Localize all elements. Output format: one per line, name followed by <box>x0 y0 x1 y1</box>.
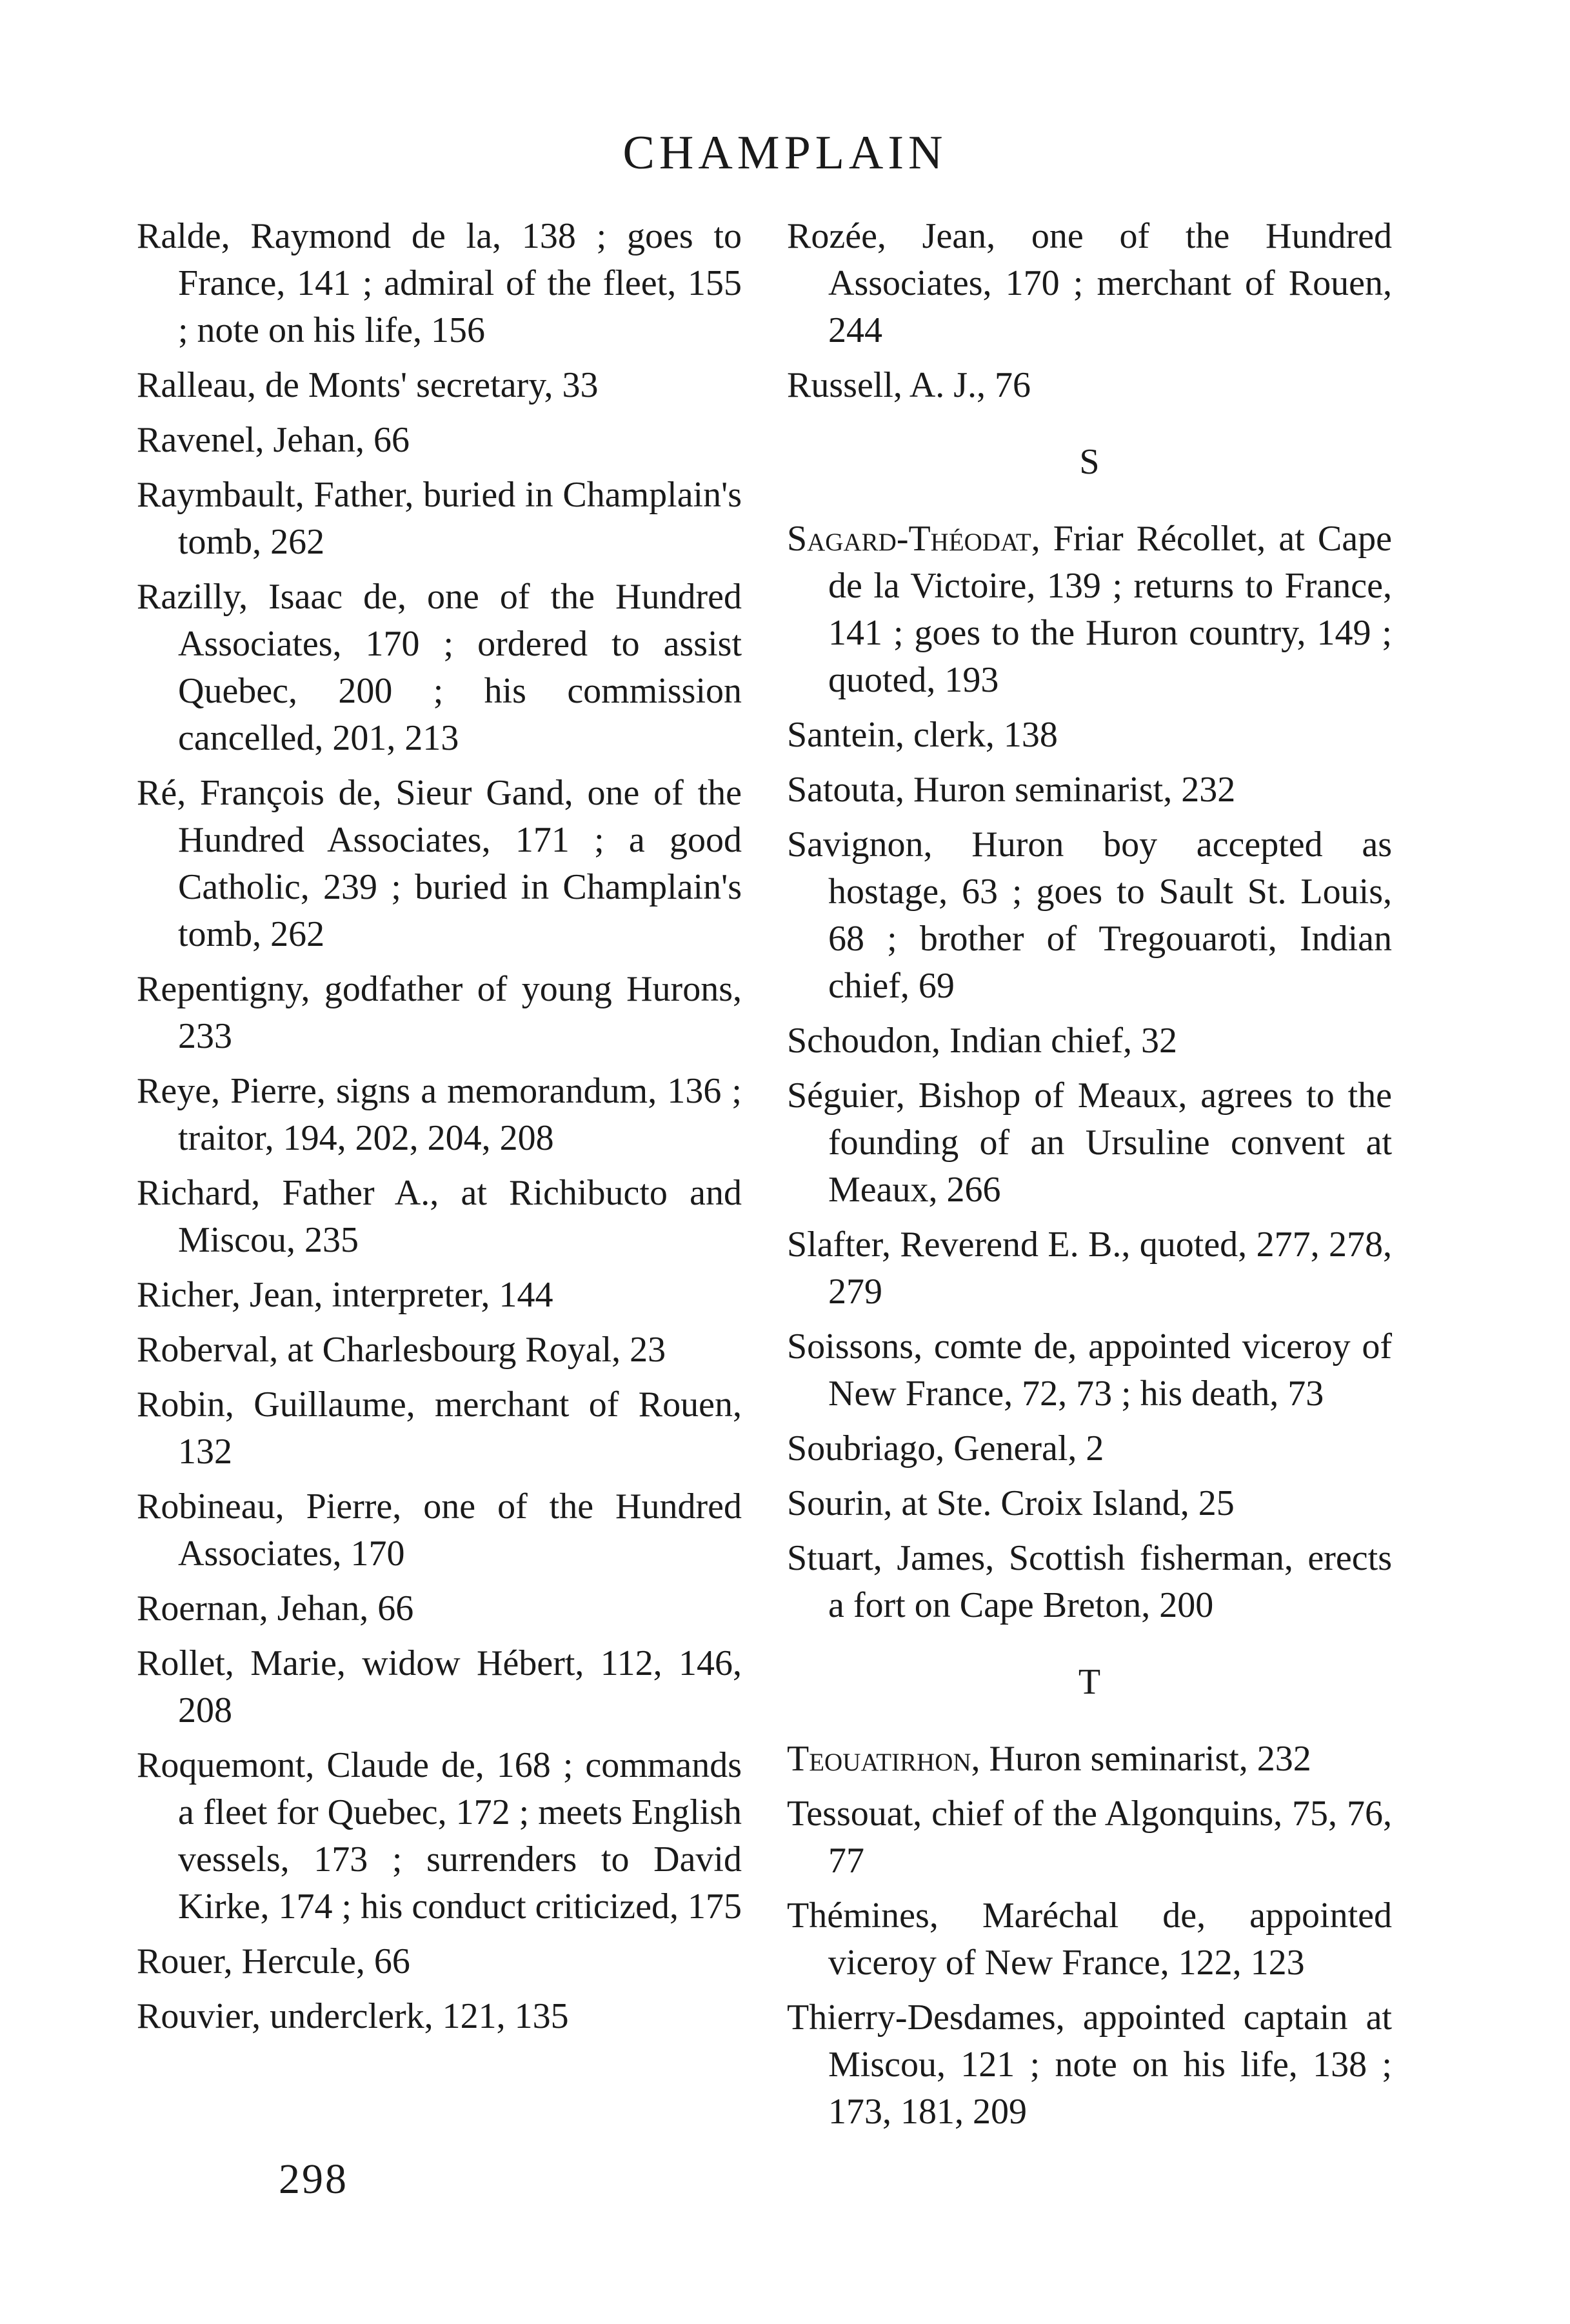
index-entry: Ralde, Raymond de la, 138 ; goes to France, 141 ; admiral of the fleet, 155 ; note on his life, 156 <box>137 216 742 350</box>
page-title: CHAMPLAIN <box>622 126 948 179</box>
index-entry: Soubriago, General, 2 <box>787 1428 1104 1468</box>
index-letter-heading: T <box>1078 1662 1101 1702</box>
index-entry: Séguier, Bishop of Meaux, agrees to the founding of an Ursuline convent at Meaux, 266 <box>787 1076 1392 1210</box>
index-entry: Raymbault, Father, buried in Champlain's tomb, 262 <box>137 475 742 562</box>
index-entry-head: Teouatirhon, <box>787 1739 980 1779</box>
index-entry: Roernan, Jehan, 66 <box>137 1588 414 1628</box>
index-entry: Savignon, Huron boy accepted as hostage, 63 ; goes to Sault St. Louis, 68 ; brother of Tregouaroti, Indian chief, 69 <box>787 825 1392 1006</box>
index-column-left <box>137 213 742 2048</box>
index-entry: Ralleau, de Monts' secretary, 33 <box>137 365 599 405</box>
index-entry: Rouvier, underclerk, 121, 135 <box>137 1996 569 2036</box>
index-column-right <box>787 213 1392 2143</box>
index-entry: Roquemont, Claude de, 168 ; commands a fleet for Quebec, 172 ; meets English vessels, 173 ; surrenders to David Kirke, 174 ; his conduct criticized, 175 <box>137 1745 742 1927</box>
index-entry: Rollet, Marie, widow Hébert, 112, 146, 208 <box>137 1643 742 1730</box>
index-entry: Robin, Guillaume, merchant of Rouen, 132 <box>137 1385 742 1472</box>
index-entry <box>787 1736 1392 1783</box>
index-entry: Rozée, Jean, one of the Hundred Associates, 170 ; merchant of Rouen, 244 <box>787 216 1392 350</box>
index-entry: Soissons, comte de, appointed viceroy of New France, 72, 73 ; his death, 73 <box>787 1327 1392 1414</box>
page-number: 298 <box>279 2156 348 2203</box>
index-entry: Russell, A. J., 76 <box>787 365 1031 405</box>
index-entry: Tessouat, chief of the Algonquins, 75, 76, 77 <box>787 1794 1392 1881</box>
index-entry: Razilly, Isaac de, one of the Hundred Associates, 170 ; ordered to assist Quebec, 200 ; his commission cancelled, 201, 213 <box>137 577 742 758</box>
index-entry: Roberval, at Charlesbourg Royal, 23 <box>137 1330 666 1370</box>
index-entry-text: Friar Récollet, at Cape de la Victoire, 139 ; returns to France, 141 ; goes to the Huron country, 149 ; quoted, 193 <box>828 519 1392 700</box>
index-entry-text: Huron seminarist, 232 <box>980 1739 1311 1779</box>
index-entry: Rouer, Hercule, 66 <box>137 1941 410 1981</box>
index-entry: Schoudon, Indian chief, 32 <box>787 1021 1177 1061</box>
index-entry: Slafter, Reverend E. B., quoted, 277, 278, 279 <box>787 1225 1392 1312</box>
index-entry: Repentigny, godfather of young Hurons, 233 <box>137 969 742 1056</box>
index-entry: Thémines, Maréchal de, appointed viceroy of New France, 122, 123 <box>787 1896 1392 1983</box>
index-entry: Sourin, at Ste. Croix Island, 25 <box>787 1483 1235 1523</box>
index-entry: Richer, Jean, interpreter, 144 <box>137 1275 553 1315</box>
index-entry: Santein, clerk, 138 <box>787 715 1058 755</box>
index-entry: Reye, Pierre, signs a memorandum, 136 ; traitor, 194, 202, 204, 208 <box>137 1071 742 1158</box>
index-entry: Richard, Father A., at Richibucto and Miscou, 235 <box>137 1173 742 1260</box>
index-entry: Ravenel, Jehan, 66 <box>137 420 410 460</box>
index-entry: Thierry-Desdames, appointed captain at Miscou, 121 ; note on his life, 138 ; 173, 181, 209 <box>787 1998 1392 2132</box>
index-entry: Robineau, Pierre, one of the Hundred Associates, 170 <box>137 1487 742 1574</box>
index-entry: Ré, François de, Sieur Gand, one of the Hundred Associates, 171 ; a good Catholic, 239 ; buried in Champlain's tomb, 262 <box>137 773 742 954</box>
index-letter-heading: S <box>1079 442 1100 482</box>
index-entry: Satouta, Huron seminarist, 232 <box>787 770 1236 810</box>
index-entry: Stuart, James, Scottish fisherman, erects a fort on Cape Breton, 200 <box>787 1538 1392 1625</box>
index-entry <box>787 516 1392 704</box>
index-entry-head: Sagard-Théodat, <box>787 519 1040 559</box>
